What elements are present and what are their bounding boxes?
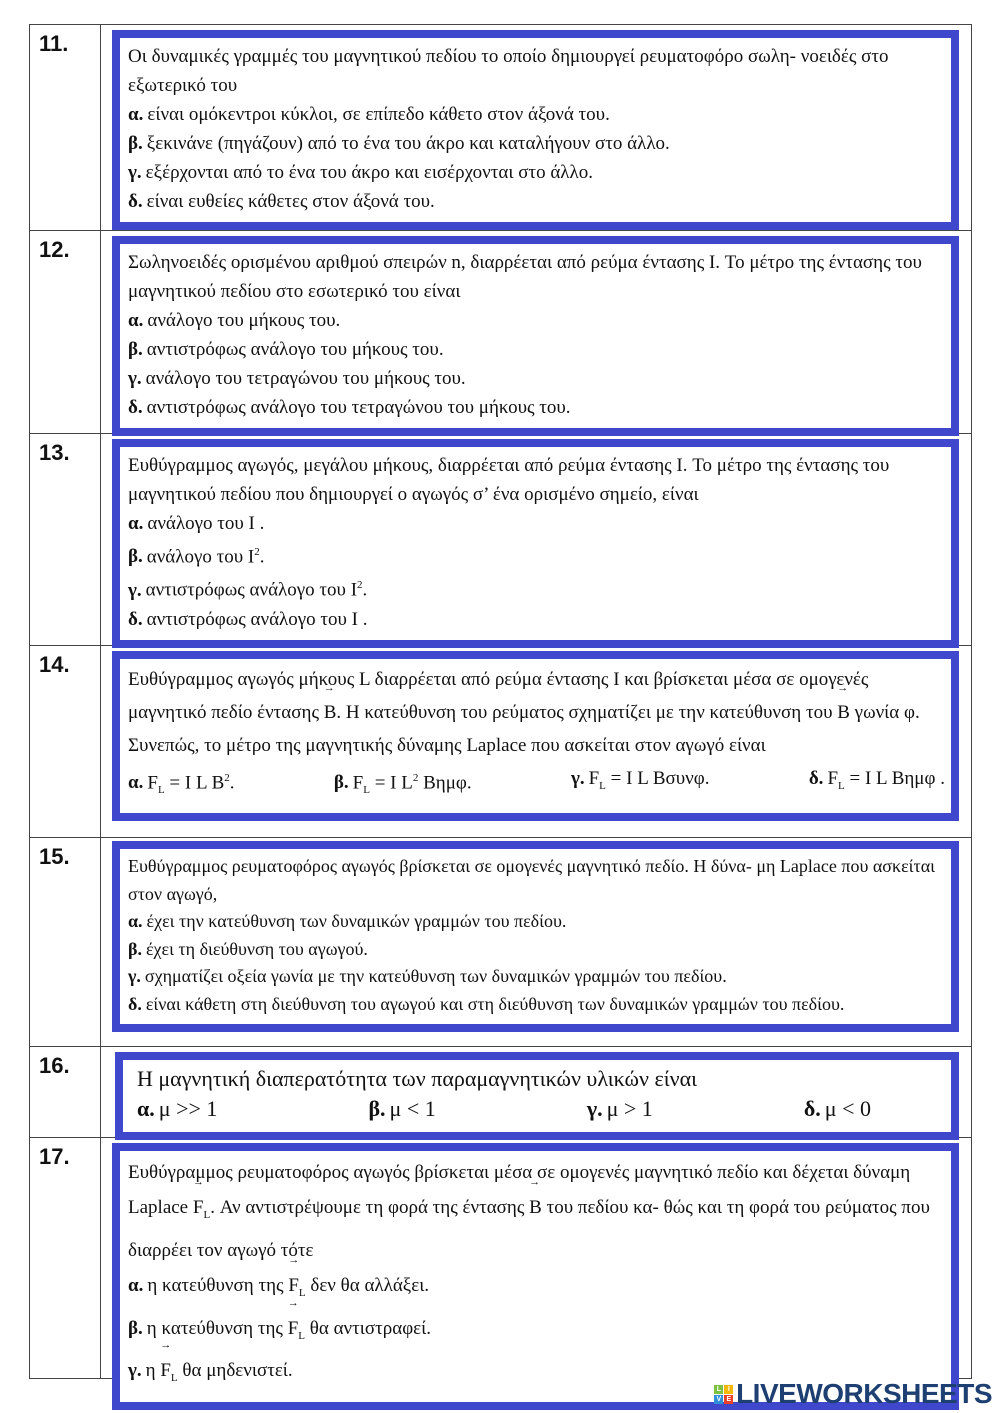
question-box-11 bbox=[112, 30, 959, 230]
question-row-13 bbox=[30, 433, 971, 645]
question-stem: Οι δυναμικές γραμμές του μαγνητικού πεδίου το οποίο δημιουργεί ρευματοφόρο σωλη- νοειδές στο εξωτερικό του bbox=[128, 46, 889, 96]
option-c[interactable]: γ. μ > 1 bbox=[586, 1096, 653, 1121]
option-a[interactable]: α. ανάλογο του μήκους του. bbox=[128, 310, 341, 331]
question-stem: Η μαγνητική διαπερατότητα των παραμαγνητικών υλικών είναι bbox=[137, 1066, 698, 1091]
questions-table bbox=[29, 24, 972, 1385]
option-a[interactable]: α. $F_L = I$ L $B^2$. bbox=[128, 772, 235, 797]
option-b[interactable]: β. αντιστρόφως ανάλογο του μήκους του. bbox=[128, 339, 444, 360]
option-c[interactable]: γ. $\eta \to F_L$ θα μηδενιστεί. bbox=[128, 1353, 945, 1396]
question-stem: Ευθύγραμμος αγωγός μήκους L διαρρέεται από ρεύμα έντασης I και βρίσκεται μέσα σε ομογενές μαγνητικό πεδίο έντασης → B. Η κατεύθυνση του ρεύματος σχηματίζει με την κατεύθυνση του → B γωνία φ. Συνεπώς, το μέτρο της μαγνητικής δύναμης Laplace που ασκείται στον αγωγό είναι bbox=[128, 663, 945, 762]
option-c[interactable]: γ. ανάλογο του τετραγώνου του μήκους του. bbox=[128, 368, 466, 389]
question-stem: Ευθύγραμμος ρευματοφόρος αγωγός βρίσκεται μέσα σε ομογενές μαγνητικό πεδίο και δέχεται δύναμη Laplace → $F_L$. Αν αντιστρέψουμε τη φορά της έντασης → B του πεδίου κα- θώς και τη φορά του ρεύματος που διαρρέει τον αγωγό τότε bbox=[128, 1155, 945, 1268]
question-box-14 bbox=[112, 651, 959, 821]
option-a[interactable]: α. είναι ομόκεντροι κύκλοι, σε επίπεδο κάθετο στον άξονά του. bbox=[128, 104, 610, 125]
option-b[interactable]: β. ανάλογο του $I^2$. bbox=[128, 546, 265, 568]
option-d[interactable]: δ. είναι ευθείες κάθετες στον άξονά του. bbox=[128, 191, 435, 212]
question-number: 15. bbox=[30, 838, 101, 1046]
question-row-12 bbox=[30, 230, 971, 433]
vector-b: → B bbox=[837, 696, 850, 729]
vector-f: → F bbox=[288, 1268, 299, 1303]
question-box-13 bbox=[112, 439, 959, 648]
vector-b: → B bbox=[529, 1190, 542, 1225]
question-box-17 bbox=[112, 1143, 959, 1410]
option-b[interactable]: β. $F_L = I$ $L^2$ Βημφ. bbox=[333, 772, 472, 797]
vector-f: → F bbox=[160, 1353, 171, 1388]
option-d[interactable]: δ. μ < 0 bbox=[803, 1096, 871, 1121]
question-number: 17. bbox=[30, 1138, 101, 1378]
option-a[interactable]: α. ανάλογο του I . bbox=[128, 513, 265, 534]
vector-f: → F bbox=[193, 1190, 204, 1225]
option-a[interactable]: α. η κατεύθυνση $\tau\eta\varsigma \to F_L$ δεν θα αλλάξει. bbox=[128, 1268, 945, 1311]
option-a[interactable]: α. έχει την κατεύθυνση των δυναμικών γραμμών του πεδίου. bbox=[128, 911, 567, 931]
options-inline bbox=[128, 762, 945, 807]
question-number: 16. bbox=[30, 1047, 101, 1137]
option-d[interactable]: δ. $F_L = I$ L Βημφ . bbox=[808, 768, 945, 792]
option-b[interactable]: β. μ < 1 bbox=[368, 1096, 436, 1121]
question-row-16 bbox=[30, 1046, 971, 1137]
question-stem: Ευθύγραμμος αγωγός, μεγάλου μήκους, διαρρέεται από ρεύμα έντασης I. Το μέτρο της έντασης του μαγνητικού πεδίου που δημιουργεί ο αγωγός σ’ ένα ορισμένο σημείο, είναι bbox=[128, 455, 890, 505]
liveworksheets-logo bbox=[714, 1378, 992, 1410]
live-logo-icon: L I V E bbox=[714, 1385, 733, 1404]
question-stem: Ευθύγραμμος ρευματοφόρος αγωγός βρίσκεται σε ομογενές μαγνητικό πεδίο. Η δύνα- μη Laplace που ασκείται στον αγωγό, bbox=[128, 856, 935, 904]
question-row-15 bbox=[30, 837, 971, 1046]
option-c[interactable]: γ. σχηματίζει οξεία γωνία με την κατεύθυνση των δυναμικών γραμμών του πεδίου. bbox=[128, 966, 727, 986]
question-number: 12. bbox=[30, 231, 101, 433]
option-d[interactable]: δ. είναι κάθετη στη διεύθυνση του αγωγού και στη διεύθυνση των δυναμικών γραμμών του πεδίου. bbox=[128, 993, 845, 1014]
option-c[interactable]: γ. $F_L = I$ L Βσυνφ. bbox=[570, 768, 710, 792]
option-d[interactable]: δ. αντιστρόφως ανάλογο του I . bbox=[128, 608, 368, 630]
option-b[interactable]: β. έχει τη διεύθυνση του αγωγού. bbox=[128, 938, 368, 959]
question-number: 14. bbox=[30, 646, 101, 837]
option-c[interactable]: γ. εξέρχονται από το ένα του άκρο και εισέρχονται στο άλλο. bbox=[128, 162, 593, 183]
option-b[interactable]: β. ξεκινάνε (πηγάζουν) από το ένα του άκρο και καταλήγουν στο άλλο. bbox=[128, 133, 670, 154]
question-box-16 bbox=[115, 1052, 959, 1140]
option-d[interactable]: δ. αντιστρόφως ανάλογο του τετραγώνου του μήκους του. bbox=[128, 397, 571, 418]
question-row-17 bbox=[30, 1137, 971, 1385]
vector-f: → F bbox=[288, 1311, 299, 1346]
options-inline bbox=[137, 1094, 941, 1124]
option-a[interactable]: α. μ >> 1 bbox=[137, 1096, 218, 1121]
question-box-12 bbox=[112, 236, 959, 436]
question-row-11 bbox=[30, 25, 971, 230]
vector-b: → B bbox=[324, 696, 337, 729]
option-c[interactable]: γ. αντιστρόφως ανάλογο του $I^2$. bbox=[128, 579, 368, 601]
question-number: 11. bbox=[30, 25, 101, 230]
question-number: 13. bbox=[30, 434, 101, 645]
option-b[interactable]: β. η κατεύθυνση $\tau\eta\varsigma \to F_L$ θα αντιστραφεί. bbox=[128, 1311, 945, 1354]
brand-name: LIVEWORKSHEETS bbox=[736, 1378, 992, 1409]
question-row-14 bbox=[30, 645, 971, 837]
question-box-15 bbox=[112, 841, 959, 1032]
question-stem: Σωληνοειδές ορισμένου αριθμού σπειρών n, διαρρέεται από ρεύμα έντασης I. Το μέτρο της έντασης του μαγνητικού πεδίου στο εσωτερικό του είναι bbox=[128, 252, 922, 302]
